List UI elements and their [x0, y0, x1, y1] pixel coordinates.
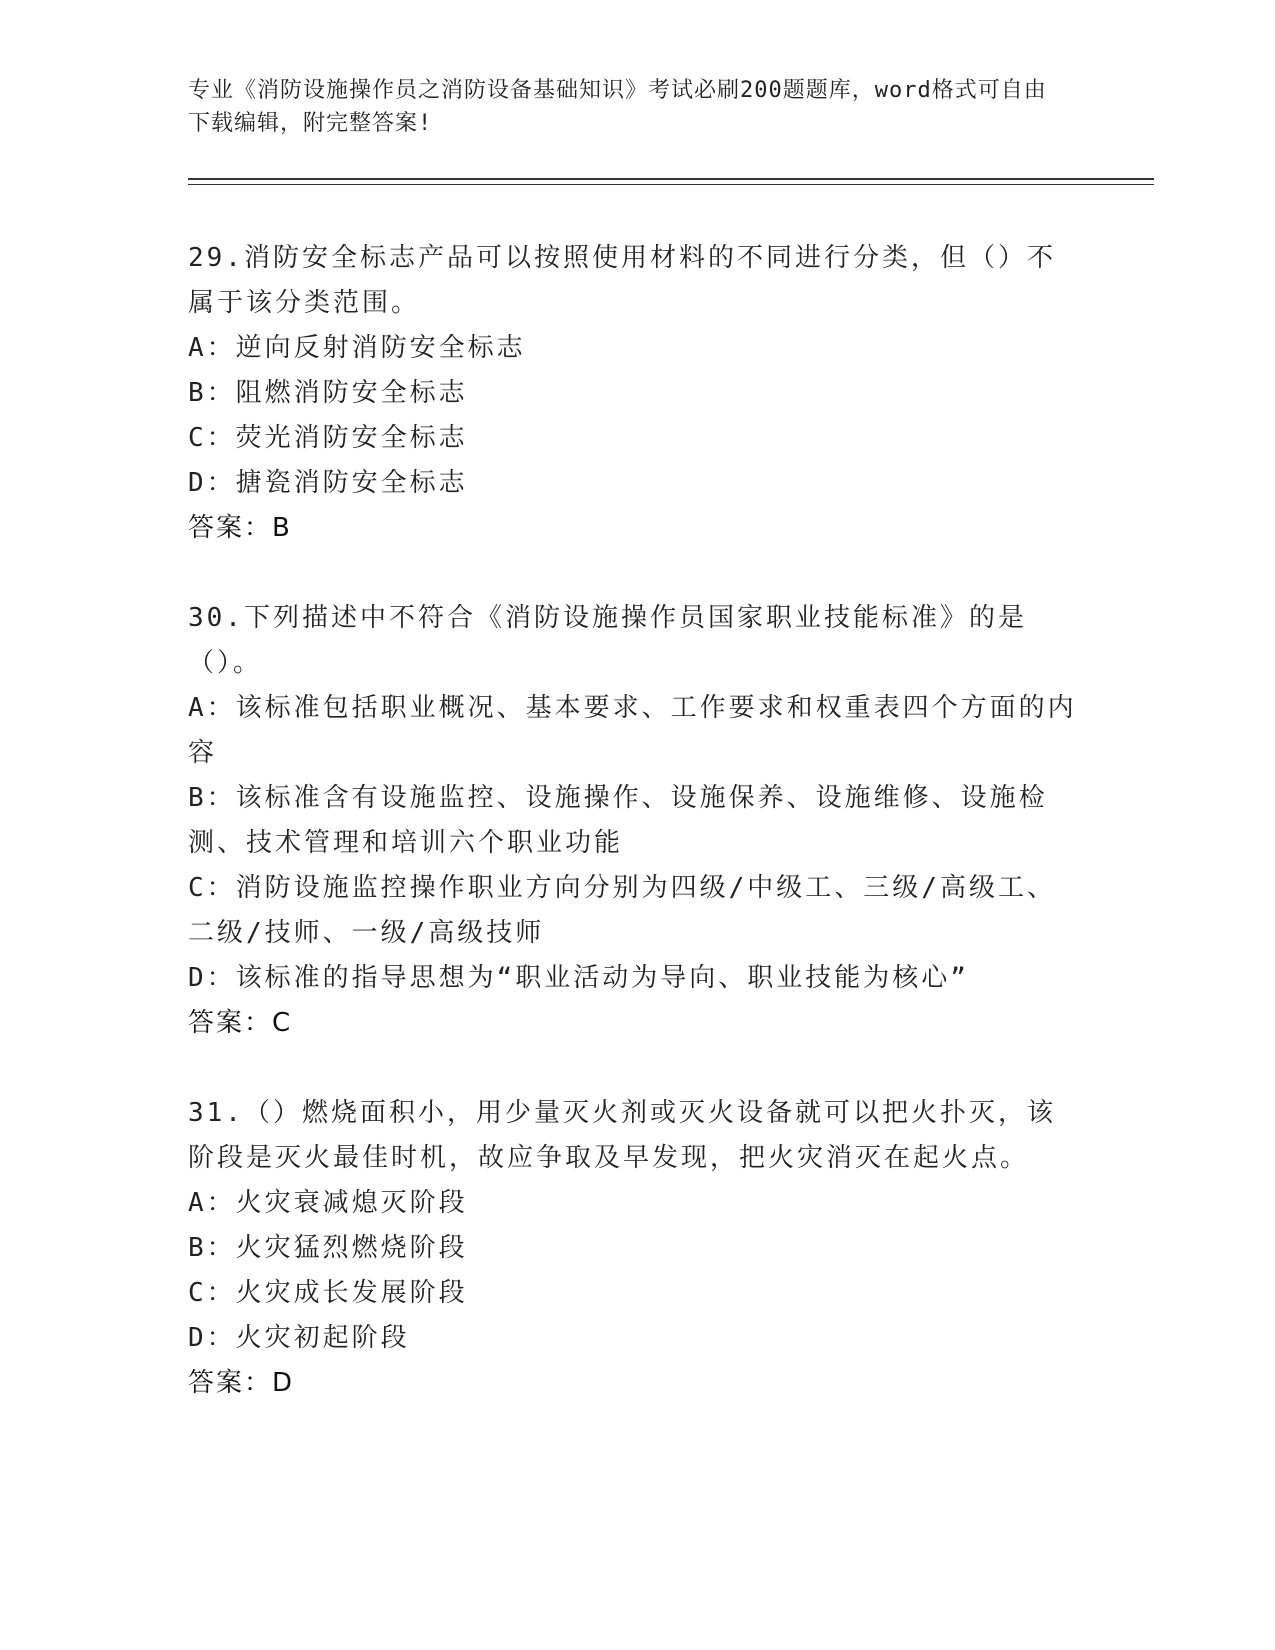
option-a: A：火灾衰减熄灭阶段 — [188, 1188, 468, 1218]
question-31 — [188, 1091, 1078, 1406]
option-b: B：该标准含有设施监控、设施操作、设施保养、设施维修、设施检测、技术管理和培训六个职业功能 — [188, 783, 1048, 858]
answer-line: 答案：B — [188, 513, 292, 543]
header-divider — [188, 178, 1154, 185]
divider-thick-line — [188, 178, 1154, 180]
option-b: B：阻燃消防安全标志 — [188, 378, 468, 408]
option-b: B：火灾猛烈燃烧阶段 — [188, 1233, 468, 1263]
answer-line: 答案：D — [188, 1368, 295, 1398]
option-c: C：消防设施监控操作职业方向分别为四级/中级工、三级/高级工、二级/技师、一级/高级技师 — [188, 873, 1056, 948]
header-text: 专业《消防设施操作员之消防设备基础知识》考试必刷200题题库，word格式可自由下载编辑，附完整答案! — [188, 78, 1047, 136]
option-d: D：搪瓷消防安全标志 — [188, 468, 468, 498]
option-c: C：火灾成长发展阶段 — [188, 1278, 468, 1308]
question-30 — [188, 596, 1078, 1046]
document-header — [188, 74, 1068, 140]
option-d: D：该标准的指导思想为“职业活动为导向、职业技能为核心” — [188, 963, 969, 993]
option-d: D：火灾初起阶段 — [188, 1323, 410, 1353]
option-a: A：逆向反射消防安全标志 — [188, 333, 526, 363]
answer-line: 答案：C — [188, 1008, 293, 1038]
divider-thin-line — [188, 184, 1154, 185]
question-stem: 31.（）燃烧面积小，用少量灭火剂或灭火设备就可以把火扑灭，该阶段是灭火最佳时机，故应争取及早发现，把火灾消灭在起火点。 — [188, 1098, 1056, 1173]
question-29 — [188, 236, 1078, 551]
option-a: A：该标准包括职业概况、基本要求、工作要求和权重表四个方面的内容 — [188, 693, 1077, 768]
question-list — [188, 236, 1078, 1451]
question-stem: 29.消防安全标志产品可以按照使用材料的不同进行分类，但（）不属于该分类范围。 — [188, 243, 1056, 318]
question-stem: 30.下列描述中不符合《消防设施操作员国家职业技能标准》的是（）。 — [188, 603, 1027, 678]
option-c: C：荧光消防安全标志 — [188, 423, 468, 453]
